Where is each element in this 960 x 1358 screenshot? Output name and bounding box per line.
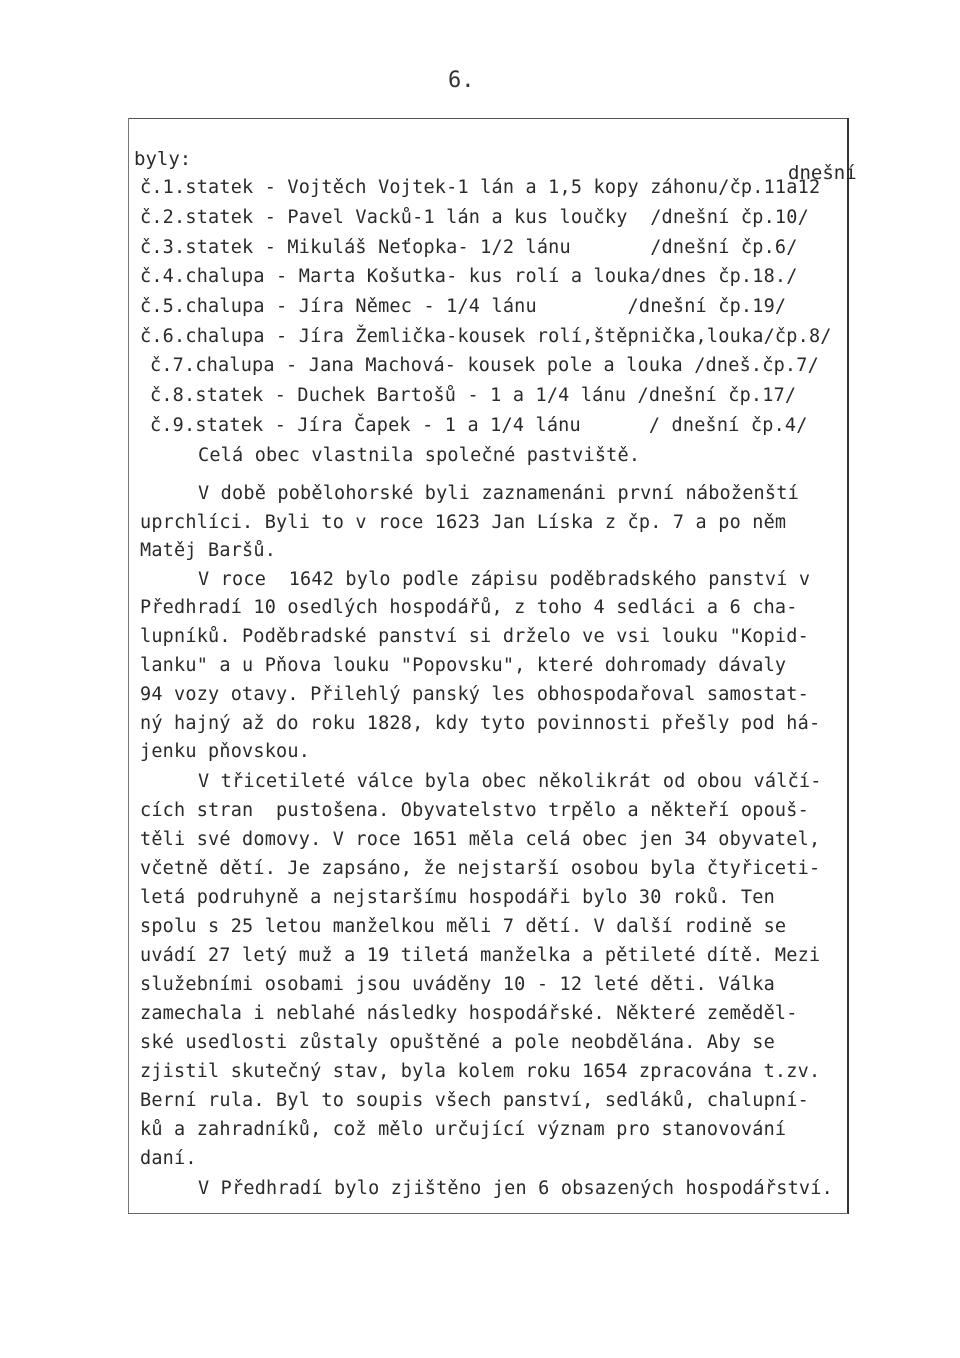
body-line: daní. [140,1148,197,1169]
list-item: č.5.chalupa - Jíra Němec - 1/4 lánu /dnešní čp.19/ [140,296,787,317]
list-item: č.7.chalupa - Jana Machová- kousek pole a louka /dneš.čp.7/ [150,355,819,376]
list-item: č.8.statek - Duchek Bartošů - 1 a 1/4 lánu /dnešní čp.17/ [150,385,797,406]
frame-bottom-border [128,1213,848,1214]
body-line: ků a zahradníků, což mělo určující význam pro stanovování [140,1119,787,1140]
body-line: Berní rula. Byl to soupis všech panství, sedláků, chalupní- [140,1090,809,1111]
body-line: V Předhradí bylo zjištěno jen 6 obsazených hospodářství. [198,1178,833,1199]
body-line: uvádí 27 letý muž a 19 tiletá manželka a pětileté dítě. Mezi [140,945,821,966]
list-item: č.3.statek - Mikuláš Neťopka- 1/2 lánu /dnešní čp.6/ [140,237,798,258]
body-line: spolu s 25 letou manželkou měli 7 dětí. V další rodině se [140,916,787,937]
body-line: Matěj Baršů. [140,540,277,561]
body-line: služebními osobami jsou uváděny 10 - 12 leté děti. Válka [140,974,775,995]
body-line: jenku pňovskou. [140,741,311,762]
body-line: těli své domovy. V roce 1651 měla celá obec jen 34 obyvatel, [140,829,821,850]
list-item: č.9.statek - Jíra Čapek - 1 a 1/4 lánu / dnešní čp.4/ [150,415,808,436]
list-item: č.6.chalupa - Jíra Žemlička-kousek rolí,štěpnička,louka/čp.8/ [140,326,832,347]
body-line: letá podruhyně a nejstaršímu hospodáři bylo 30 roků. Ten [140,887,775,908]
page-number: 6. [448,68,475,93]
list-closing: Celá obec vlastnila společné pastviště. [198,445,641,466]
body-line: zamechala i neblahé následky hospodářské. Některé zeměděl- [140,1003,798,1024]
list-item: č.4.chalupa - Marta Košutka- kus rolí a louka/dnes čp.18./ [140,266,798,287]
body-line: ný hajný až do roku 1828, kdy tyto povinnosti přešly pod há- [140,713,821,734]
list-item: č.1.statek - Vojtěch Vojtek-1 lán a 1,5 kopy záhonu/čp.11a12 [140,177,821,198]
body-line: V roce 1642 bylo podle zápisu poděbradského panství v [198,569,811,590]
body-line: ské usedlosti zůstaly opuštěné a pole neobdělána. Aby se [140,1032,775,1053]
body-line: 94 vozy otavy. Přilehlý panský les obhospodařoval samostat- [140,684,809,705]
body-line: lanku" a u Pňova louku "Popovsku", které dohromady dávaly [140,655,787,676]
body-line: Předhradí 10 osedlých hospodářů, z toho 4 sedláci a 6 cha- [140,597,798,618]
body-line: V třicetileté válce byla obec několikrát od obou válčí- [198,771,822,792]
frame-right-border [847,118,849,1214]
list-heading: byly: [134,148,192,170]
inline-correction-note: dnešní [788,162,857,184]
body-line: zjistil skutečný stav, byla kolem roku 1654 zpracována t.zv. [140,1061,821,1082]
list-item: č.2.statek - Pavel Vacků-1 lán a kus loučky /dnešní čp.10/ [140,207,809,228]
body-line: V době pobělohorské byli zaznamenáni první náboženští [198,483,799,504]
frame-left-border [128,118,129,1214]
body-line: lupníků. Poděbradské panství si drželo ve vsi louku "Kopid- [140,626,809,647]
body-line: cích stran pustošena. Obyvatelstvo trpělo a někteří opouš- [140,800,809,821]
body-line: uprchlíci. Byli to v roce 1623 Jan Líska z čp. 7 a po něm [140,512,787,533]
frame-top-border [128,118,848,119]
body-line: včetně dětí. Je zapsáno, že nejstarší osobou byla čtyřiceti- [140,858,821,879]
